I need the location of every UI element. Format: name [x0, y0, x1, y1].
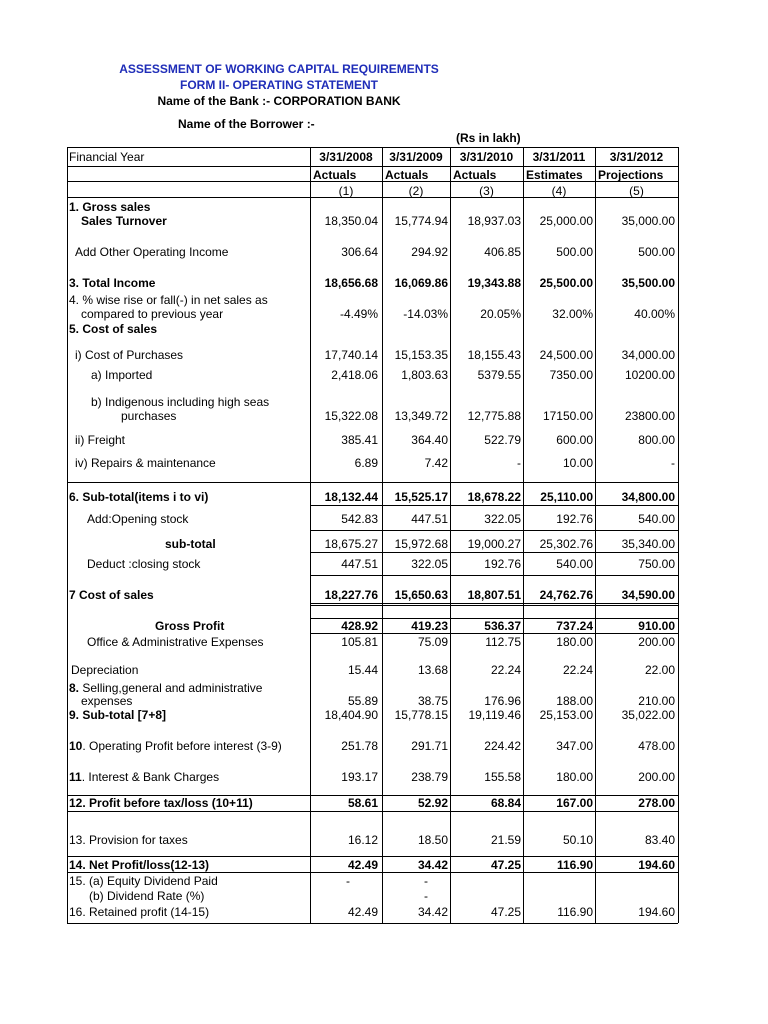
type-col-4: Estimates — [526, 168, 583, 182]
bank-name: Name of the Bank :- CORPORATION BANK — [157, 94, 401, 108]
financial-year-label: Financial Year — [69, 150, 145, 164]
units-note: (Rs in lakh) — [456, 131, 521, 145]
year-col-3: 3/31/2010 — [459, 150, 514, 164]
form-title: ASSESSMENT OF WORKING CAPITAL REQUIREMENTS — [119, 62, 439, 76]
type-col-3: Actuals — [453, 168, 497, 182]
num-col-1: (1) — [338, 184, 354, 198]
num-col-2: (2) — [408, 184, 424, 198]
year-col-4: 3/31/2011 — [532, 150, 586, 164]
year-col-1: 3/31/2008 — [319, 150, 373, 164]
type-col-2: Actuals — [385, 168, 429, 182]
num-col-4: (4) — [551, 184, 567, 198]
year-col-5: 3/31/2012 — [609, 150, 664, 164]
form-subtitle: FORM II- OPERATING STATEMENT — [180, 78, 378, 92]
borrower-name: Name of the Borrower :- — [178, 117, 315, 131]
type-col-5: Projections — [598, 168, 664, 182]
year-col-2: 3/31/2009 — [389, 150, 443, 164]
num-col-5: (5) — [629, 184, 644, 198]
num-col-3: (3) — [479, 184, 494, 198]
type-col-1: Actuals — [313, 168, 357, 182]
operating-statement-table: Financial Year 3/31/2008 3/31/2009 3/31/2010 3/31/2011 3/31/2012 Actuals Actuals Actuals Estimates Projections (1) (2) (3) (4) (5) 1. Gross sales Sales Turnover 18,350.04 15,774.94 18,937.03 25,000.00 35,000.00 Add Other Operating Income 306.64 294.92 406.85 500.00 500.00 3. Total Income 18,656.68 16,069.86 19,343.88 25,500.00 35,500.00 4. % wise rise or fall(-) in net sales as compared to previous year -4.49% -14.03% 20.05% 32.00% 40.00% 5. Cost of sales i) Cost of Purchases 17,740.14 15,153.35 18,155.43 24,500.00 34,000.00 a) Imported 2,418.06 1,803.63 5379.55 7350.00 10200.00 b) Indigenous including high seas purchases 15,322.08 13,349.72 12,775.88 17150.00 23800.00 ii) Freight 385.41 364.40 522.79 600.00 800.00 iv) Repairs & maintenance 6.89 7.42 - 10.00 - 6. Sub-total(items i to vi) 18,132.44 15,525.17 18,678.22 25,110.00 34,800.00 Add:Opening stock 542.83 447.51 322.05 192.76 540.00 sub-total 18,675.27 15,972.68 19,000.27 25,302.76 35,340.00 Deduct :closing stock 447.51 322.05 192.76 540.00 750.00 7 Cost of sales 18,227.76 15,650.63 18,807.51 24,762.76 34,590.00 Gross Profit 428.92 419.23 536.37 737.24 910.00 Office & Administrative Expenses 105.81 75.09 112.75 180.00 200.00 Depreciation 15.44 13.68 22.24 22.24 22.00 8. Selling,general and administrative expenses 55.89 38.75 176.96 188.00 210.00 9. Sub-total [7+8] 18,404.90 15,778.15 19,119.46 25,153.00 35,022.00 10. Operating Profit before interest (3-9) 251.78 291.71 224.42 347.00 478.00 11. Interest & Bank Charges 193.17 238.79 155.58 180.00 200.00 12. Profit before tax/loss (10+11) 58.61 52.92 68.84 167.00 278.00 13. Provision for taxes 16.12 18.50 21.59 50.10 83.40 14. Net Profit/loss(12-13) 42.49 34.42 47.25 116.90 194.60 15. (a) Equity Dividend Paid - - (b) Dividend Rate (%) - 16. Retained profit (14-15) 42.49 34.42 47.25 116.90 194.60 — [67, 147, 678, 923]
